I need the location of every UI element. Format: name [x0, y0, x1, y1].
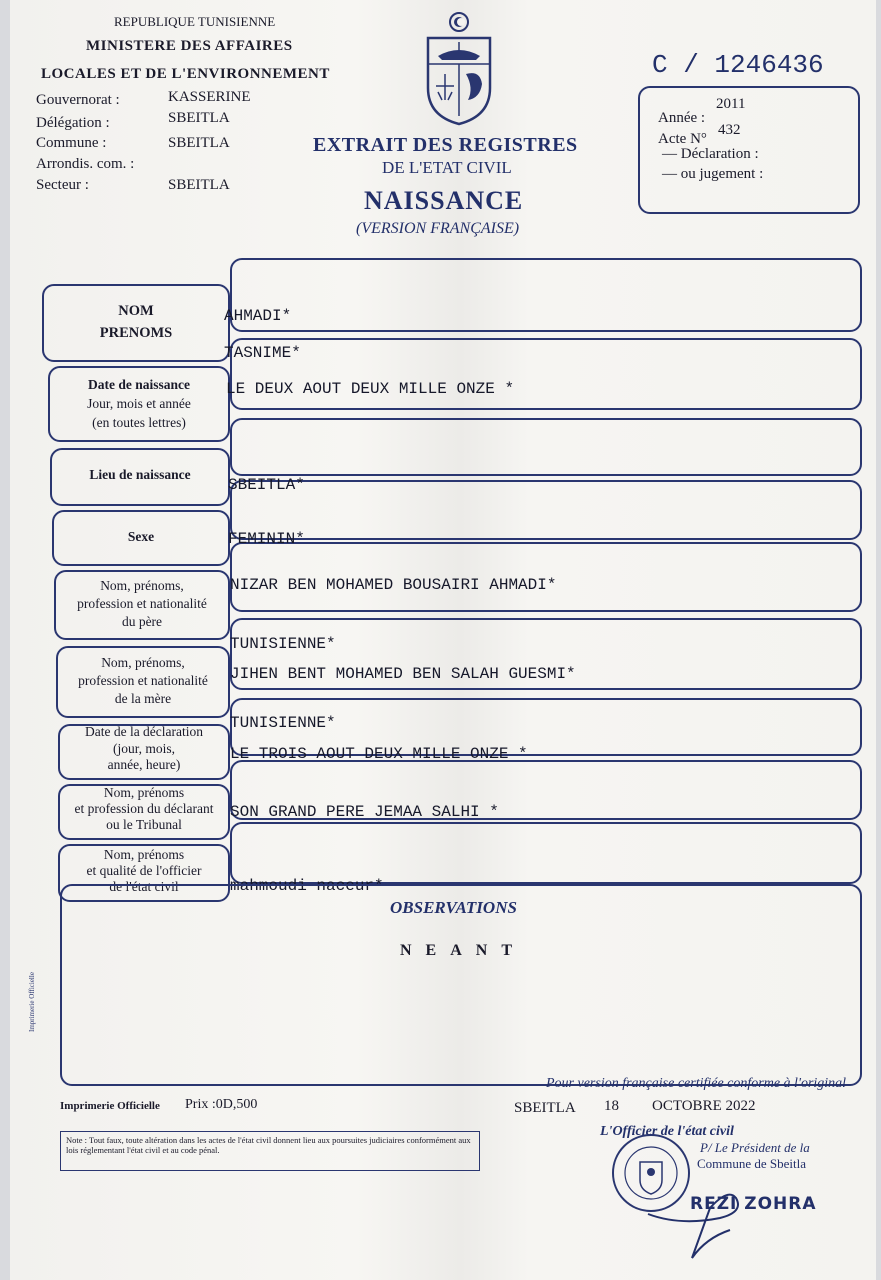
label-mere-1: Nom, prénoms,: [101, 655, 185, 670]
label-declaration-3: année, heure): [107, 757, 181, 772]
arrondissement-label: Arrondis. com. :: [36, 156, 135, 172]
day-value: 18: [604, 1098, 619, 1114]
certified-text: Pour version française certifiée conforme à l'original: [546, 1076, 847, 1091]
value-mere-nationalite: TUNISIENNE*: [230, 714, 336, 732]
commune-value: SBEITLA: [168, 135, 230, 151]
gouvernorat-label: Gouvernorat :: [36, 92, 120, 108]
label-declaration-2: (jour, mois,: [112, 741, 176, 756]
title-extrait: EXTRAIT DES REGISTRES: [313, 134, 578, 156]
label-prenoms: PRENOMS: [99, 325, 173, 341]
acte-value: 432: [718, 122, 741, 138]
jugement-label: — ou jugement :: [662, 166, 764, 182]
gouvernorat-value: KASSERINE: [168, 89, 251, 105]
annee-label: Année :: [658, 110, 706, 126]
republic-label: REPUBLIQUE TUNISIENNE: [114, 14, 276, 29]
label-date-naissance: Date de naissance: [88, 377, 190, 392]
imprimerie-label: Imprimerie Officielle: [60, 1100, 160, 1112]
observations-title: OBSERVATIONS: [390, 898, 517, 917]
handwritten-signature-icon: [640, 1168, 760, 1268]
label-sexe: Sexe: [127, 529, 155, 544]
value-declarant: SON GRAND PERE JEMAA SALHI *: [230, 803, 499, 821]
value-lieu: SBEITLA*: [228, 476, 305, 494]
officer-label: L'Officier de l'état civil: [600, 1124, 734, 1139]
observations-value: NEANT: [400, 942, 527, 959]
value-frame-nom: [230, 258, 862, 332]
label-pere-2: profession et nationalité: [77, 596, 207, 611]
secteur-label: Secteur :: [36, 177, 89, 193]
label-declaration-1: Date de la déclaration: [84, 724, 204, 739]
title-version: (VERSION FRANÇAISE): [356, 220, 520, 237]
delegation-value: SBEITLA: [168, 110, 230, 126]
pour-president: P/ Le Président de la: [700, 1140, 810, 1155]
side-imprimerie-text: Imprimerie Officielle: [28, 972, 36, 1032]
value-declaration: LE TROIS AOUT DEUX MILLE ONZE *: [230, 745, 528, 763]
label-declarant-2: et profession du déclarant: [74, 801, 214, 816]
annee-value: 2011: [716, 96, 746, 112]
title-etat-civil: DE L'ETAT CIVIL: [382, 158, 512, 177]
value-frame-date: [230, 338, 862, 410]
ministry-line1: MINISTERE DES AFFAIRES: [86, 38, 293, 54]
label-mere-3: de la mère: [114, 691, 172, 706]
delegation-label: Délégation :: [36, 115, 110, 131]
value-prenom: TASNIME*: [224, 344, 301, 362]
value-frame-officier: [230, 822, 862, 884]
value-frame-lieu: [230, 418, 862, 476]
legal-note: Note : Tout faux, toute altération dans les actes de l'état civil donnent lieu aux poursuites judiciaires conformément aux lois réglementant l'état civil et au code pénal.: [60, 1131, 480, 1171]
title-naissance: NAISSANCE: [364, 186, 524, 215]
acte-label: Acte N°: [658, 131, 707, 147]
tunisia-coat-of-arms-icon: [420, 8, 498, 126]
value-date-naissance: LE DEUX AOUT DEUX MILLE ONZE *: [226, 380, 515, 398]
label-officier-2: et qualité de l'officier: [86, 863, 202, 878]
value-pere-nationalite: TUNISIENNE*: [230, 635, 336, 653]
label-box-nom: [42, 284, 230, 362]
label-pere-3: du père: [121, 614, 163, 629]
label-officier-1: Nom, prénoms: [103, 847, 185, 862]
place-value: SBEITLA: [514, 1100, 576, 1116]
label-officier-3: de l'état civil: [109, 879, 179, 894]
label-declarant-3: ou le Tribunal: [106, 817, 182, 832]
label-pere-1: Nom, prénoms,: [100, 578, 184, 593]
secteur-value: SBEITLA: [168, 177, 230, 193]
label-declarant-1: Nom, prénoms: [103, 785, 185, 800]
value-sexe: FEMININ*: [228, 530, 305, 548]
value-frame-sexe: [230, 480, 862, 540]
commune-label-footer: Commune de Sbeitla: [697, 1156, 807, 1171]
value-mere: JIHEN BENT MOHAMED BEN SALAH GUESMI*: [230, 665, 576, 683]
value-pere: NIZAR BEN MOHAMED BOUSAIRI AHMADI*: [230, 576, 557, 594]
label-lieu: Lieu de naissance: [89, 467, 191, 482]
month-year-value: OCTOBRE 2022: [652, 1098, 756, 1114]
commune-label: Commune :: [36, 135, 107, 151]
ministry-line2: LOCALES ET DE L'ENVIRONNEMENT: [41, 66, 330, 82]
label-mere-2: profession et nationalité: [78, 673, 208, 688]
label-date-naissance-3: (en toutes lettres): [92, 415, 186, 430]
value-nom: AHMADI*: [224, 307, 292, 325]
prix-label: Prix :0D,500: [185, 1097, 258, 1112]
serial-number: C / 1246436: [652, 50, 824, 80]
declaration-label: — Déclaration :: [662, 146, 759, 162]
signature-name: REZI ZOHRA: [690, 1194, 817, 1214]
label-nom: NOM: [118, 303, 154, 319]
value-officier: mahmoudi naceur*: [230, 877, 384, 895]
label-date-naissance-2: Jour, mois et année: [87, 396, 191, 411]
